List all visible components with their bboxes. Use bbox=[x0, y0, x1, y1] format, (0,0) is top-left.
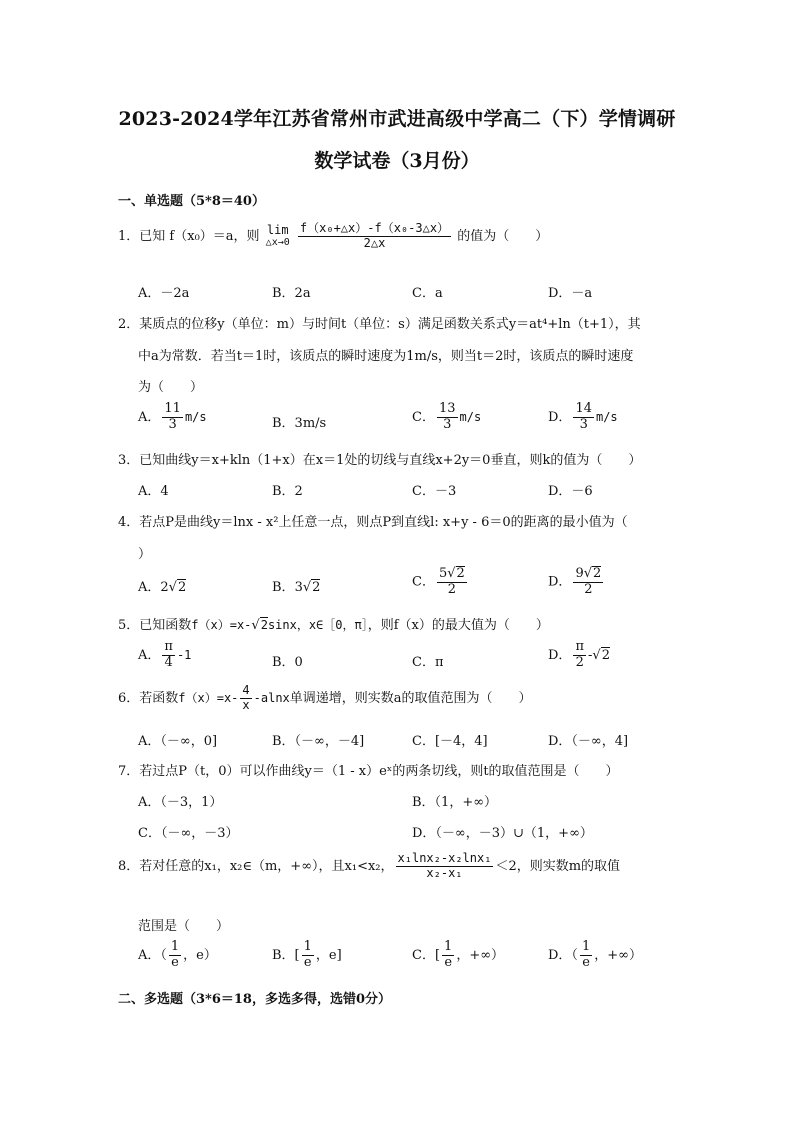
q1-condition: f（x₀）＝a，则 bbox=[169, 228, 260, 244]
q6-option-d: D．（－∞，4] bbox=[548, 734, 629, 749]
question-7: 7．若过点P（t，0）可以作曲线y＝（1 - x）eˣ的两条切线，则t的取值范围是（ ） bbox=[118, 764, 619, 779]
section-1-heading: 一、单选题（5*8＝40） bbox=[118, 194, 265, 209]
q2-option-a: A． $\frac{11}{3}$ m/s bbox=[138, 401, 207, 432]
question-8-line-2: 范围是（ ） bbox=[138, 919, 230, 934]
question-3: 3．已知曲线y＝x+kln（1+x）在x＝1处的切线与直线x+2y＝0垂直，则k的值为（ ） bbox=[118, 453, 642, 468]
q1-prefix: 1．已知 bbox=[118, 228, 166, 244]
question-6: 6．若函数f（x）=x- $\frac{4}{x}$ -alnx单调递增，则实数a的取值范围为（ ） bbox=[118, 683, 532, 712]
q8-option-d: D．（ $\frac{1}{e}$ ，+∞） bbox=[548, 939, 642, 970]
title-line-1: 2023-2024学年江苏省常州市武进高级中学高二（下）学情调研 bbox=[118, 108, 676, 130]
question-5: 5．已知函数f（x）=x-√2sinx，x∈［0，π］，则f（x）的最大值为（ ） bbox=[118, 618, 549, 633]
q4-option-b: B．3√2 bbox=[272, 580, 321, 595]
q7-option-d: D．（－∞，－3）∪（1，+∞） bbox=[412, 826, 593, 841]
q8-option-a: A．（ $\frac{1}{e}$ ，e） bbox=[138, 939, 217, 970]
q5-option-b: B．0 bbox=[272, 655, 303, 670]
q1-option-b: B．2a bbox=[272, 286, 311, 301]
section-2-heading: 二、多选题（3*6＝18，多选多得，选错0分） bbox=[118, 992, 392, 1007]
q3-option-d: D．－6 bbox=[548, 484, 593, 499]
q2-option-b: B．3m/s bbox=[272, 416, 327, 431]
q3-option-c: C．－3 bbox=[412, 484, 457, 499]
q4-option-d: D． $\frac{9√2}{2}$ bbox=[548, 566, 602, 597]
q7-option-b: B．（1，+∞） bbox=[412, 795, 498, 810]
q7-option-c: C．（－∞，－3） bbox=[138, 826, 239, 841]
q8-option-b: B．[ $\frac{1}{e}$ ，e] bbox=[272, 939, 342, 970]
question-2-line-1: 2．某质点的位移y（单位：m）与时间t（单位：s）满足函数关系式y＝at⁴+ln（t+1），其 bbox=[118, 317, 641, 332]
q4-option-c: C． $\frac{5√2}{2}$ bbox=[412, 566, 465, 597]
q6-option-b: B．（－∞，－4] bbox=[272, 734, 365, 749]
q6-option-c: C．[－4，4] bbox=[412, 734, 488, 749]
q5-option-d: D． $\frac{\pi}{2}$ -√2 bbox=[548, 639, 610, 670]
question-4-line-1: 4．若点P是曲线y＝lnx - x²上任意一点，则点P到直线l: x+y - 6＝0的距离的最小值为（ bbox=[118, 515, 628, 530]
q4-option-a: A．2√2 bbox=[138, 580, 187, 595]
q1-option-c: C．a bbox=[412, 286, 443, 301]
q2-option-c: C． $\frac{13}{3}$ m/s bbox=[412, 401, 482, 432]
q3-option-a: A．4 bbox=[138, 484, 169, 499]
q1-fraction: $\frac{\text{f（x₀+△x）-f（x₀-3△x）}}{2\triangle x}$ bbox=[299, 221, 450, 250]
q8-option-c: C．[ $\frac{1}{e}$ ，+∞） bbox=[412, 939, 505, 970]
q7-option-a: A．（－3，1） bbox=[138, 795, 223, 810]
q1-option-a: A．－2a bbox=[138, 286, 190, 301]
q6-option-a: A．（－∞，0] bbox=[138, 734, 218, 749]
q5-option-c: C．π bbox=[412, 655, 444, 670]
question-8-line-1: 8．若对任意的x₁，x₂∈（m，+∞），且x₁<x₂， $\frac{\text{x₁lnx₂-x₂lnx₁}}{\text{x₂-x₁}}$ ＜2，则实数m的取值 bbox=[118, 851, 621, 880]
question-4-line-2: ） bbox=[138, 547, 152, 562]
q5-option-a: A． $\frac{\pi}{4}$ -1 bbox=[138, 639, 192, 670]
q3-option-b: B．2 bbox=[272, 484, 303, 499]
q1-limit: lim △x→0 bbox=[265, 223, 290, 249]
question-2-line-2: 中a为常数．若当t＝1时，该质点的瞬时速度为1m/s，则当t＝2时，该质点的瞬时速度 bbox=[138, 349, 634, 364]
q2-option-d: D． $\frac{14}{3}$ m/s bbox=[548, 401, 618, 432]
q1-suffix: 的值为（ ） bbox=[457, 228, 549, 244]
q1-option-d: D．－a bbox=[548, 286, 593, 301]
question-2-line-3: 为（ ） bbox=[138, 380, 204, 395]
question-1 bbox=[118, 222, 548, 251]
title-line-2: 数学试卷（3月份） bbox=[314, 150, 480, 172]
